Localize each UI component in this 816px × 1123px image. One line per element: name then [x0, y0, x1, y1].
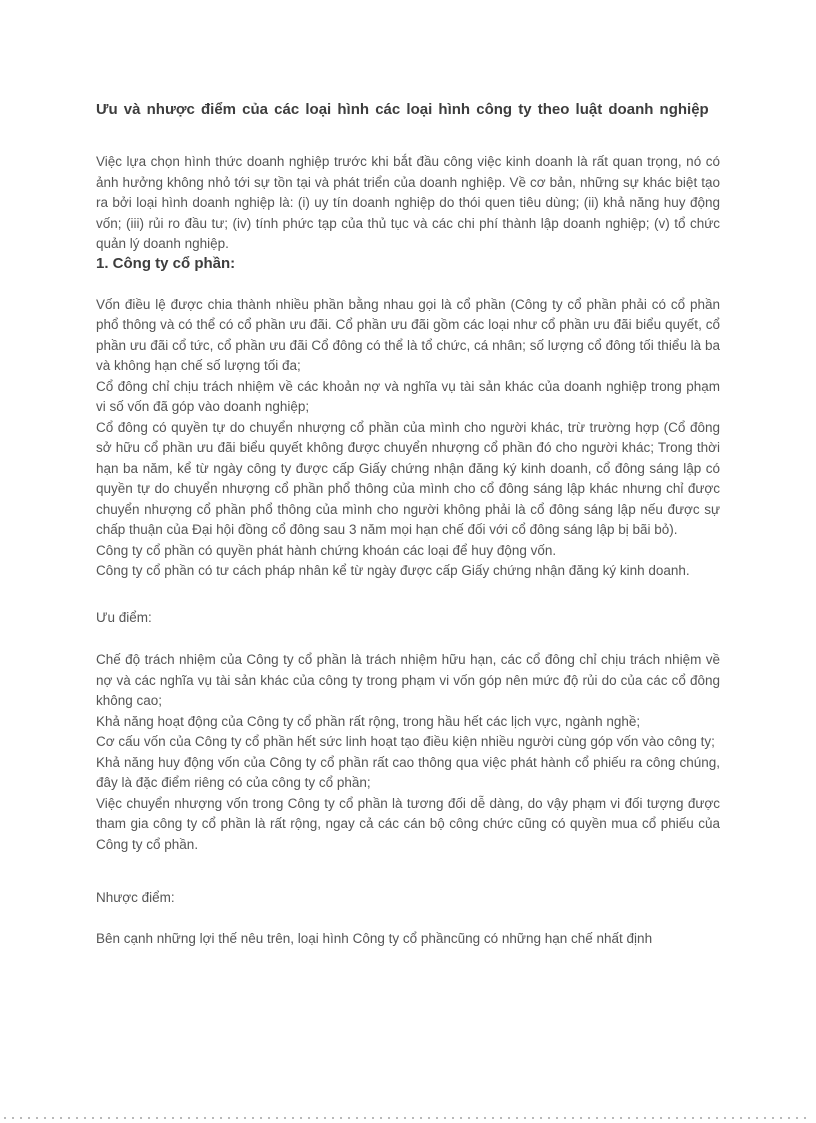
- advantage-paragraph: Việc chuyển nhượng vốn trong Công ty cổ phần là tương đối dễ dàng, do vậy phạm vi đối tượng được tham gia công ty cổ phần là rất rộng, ngay cả các cán bộ công chức cũng có quyền mua cổ phiếu của Công ty cổ phần.: [96, 795, 720, 852]
- advantages-label: Ưu điểm:: [96, 609, 152, 625]
- advantages-block: [96, 650, 720, 855]
- feature-paragraph: Công ty cổ phần có quyền phát hành chứng khoán các loại để huy động vốn.: [96, 542, 557, 558]
- feature-paragraph: Vốn điều lệ được chia thành nhiều phần bằng nhau gọi là cổ phần (Công ty cổ phần phải có cổ phần phổ thông và có thể có cổ phần ưu đãi. Cổ phần ưu đãi gồm các loại như cổ phần ưu đãi biểu quyết, cổ phần ưu đãi cổ tức, cổ phần ưu đãi Cổ đông có thể là tổ chức, cá nhân; số lượng cổ đông tối thiểu là ba và không hạn chế số lượng tối đa;: [96, 296, 720, 373]
- section-1-features-block: [96, 295, 720, 582]
- feature-paragraph: Cổ đông có quyền tự do chuyển nhượng cổ phần của mình cho người khác, trừ trường hợp (Cổ đông sở hữu cổ phần ưu đãi biểu quyết không được chuyển nhượng cổ phần đó cho người khác; Trong thời hạn ba năm, kể từ ngày công ty được cấp Giấy chứng nhận đăng ký kinh doanh, cổ đông sáng lập có quyền tự do chuyển nhượng cổ phần phổ thông của mình cho cổ đông sáng lập khác nhưng chỉ được chuyển nhượng cổ phần phổ thông của mình cho người không phải là cổ đông sáng lập nếu được sự chấp thuận của Đại hội đồng cổ đông sau 3 năm mọi hạn chế đối với cổ đông sáng lập bị bãi bỏ).: [96, 419, 720, 537]
- intro-paragraph: Việc lựa chọn hình thức doanh nghiệp trước khi bắt đầu công việc kinh doanh là rất quan trọng, nó có ảnh hưởng không nhỏ tới sự tồn tại và phát triển của doanh nghiệp. Về cơ bản, những sự khác biệt tạo ra bởi loại hình doanh nghiệp là: (i) uy tín doanh nghiệp do thói quen tiêu dùng; (ii) khả năng huy động vốn; (iii) rủi ro đầu tư; (iv) tính phức tạp của thủ tục và các chi phí thành lập doanh nghiệp; (v) tổ chức quản lý doanh nghiệp.: [96, 154, 720, 251]
- advantage-paragraph: Khả năng hoạt động của Công ty cổ phần rất rộng, trong hầu hết các lịch vực, ngành nghề;: [96, 713, 641, 729]
- feature-paragraph: Công ty cổ phần có tư cách pháp nhân kể từ ngày được cấp Giấy chứng nhận đăng ký kinh doanh.: [96, 563, 690, 578]
- page-bottom-dotted-divider: [4, 1117, 812, 1119]
- disadvantages-label: Nhược điểm:: [96, 890, 175, 905]
- disadvantages-intro-paragraph: Bên cạnh những lợi thế nêu trên, loại hình Công ty cổ phầncũng có những hạn chế nhất định: [96, 930, 653, 946]
- document-title: Ưu và nhược điểm của các loại hình các loại hình công ty theo luật doanh nghiệp: [96, 101, 709, 118]
- section-1-heading: 1. Công ty cổ phần:: [96, 254, 236, 272]
- advantage-paragraph: Cơ cấu vốn của Công ty cổ phần hết sức linh hoạt tạo điều kiện nhiều người cùng góp vốn vào công ty;: [96, 734, 715, 749]
- advantage-paragraph: Chế độ trách nhiệm của Công ty cổ phần là trách nhiệm hữu hạn, các cổ đông chỉ chịu trách nhiệm về nợ và các nghĩa vụ tài sản khác của công ty trong phạm vi vốn góp nên mức độ rủi do của các cổ đông không cao;: [96, 652, 720, 708]
- feature-paragraph: Cổ đông chỉ chịu trách nhiệm về các khoản nợ và nghĩa vụ tài sản khác của doanh nghiệp trong phạm vi số vốn đã góp vào doanh nghiệp;: [96, 378, 720, 414]
- advantage-paragraph: Khả năng huy động vốn của Công ty cổ phần rất cao thông qua việc phát hành cổ phiếu ra công chúng, đây là đặc điểm riêng có của công ty cổ phần;: [96, 754, 720, 790]
